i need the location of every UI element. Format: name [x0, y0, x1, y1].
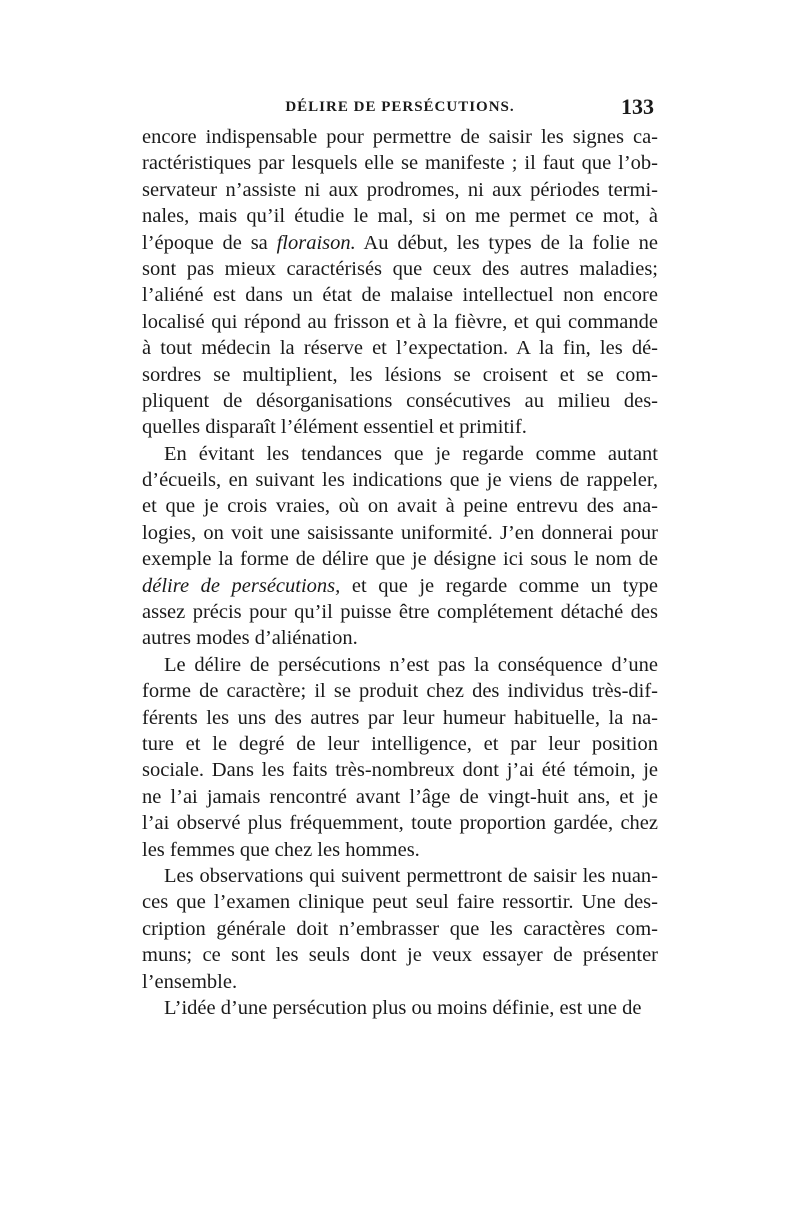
text-line — [142, 625, 658, 651]
text-segment: muns; ce sont les seuls dont je veux essayer de présenter — [142, 944, 658, 967]
text-line — [142, 546, 658, 572]
text-line — [142, 177, 658, 203]
text-segment: localisé qui répond au frisson et à la fièvre, et qui commande — [142, 310, 658, 333]
text-line — [142, 414, 658, 440]
text-segment: quelles disparaît l’élément essentiel et primitif. — [142, 416, 527, 439]
text-line — [142, 705, 658, 731]
text-segment: les femmes que chez les hommes. — [142, 838, 420, 861]
text-line — [142, 995, 658, 1021]
paragraph — [142, 124, 658, 441]
text-segment: Au début, les types de la folie ne — [355, 231, 658, 254]
italic-text: floraison. — [276, 231, 356, 254]
text-segment: et que je crois vraies, où on avait à peine entrevu des ana- — [142, 495, 658, 518]
text-segment: cription générale doit n’embrasser que les caractères com- — [142, 917, 658, 940]
paragraph — [142, 652, 658, 863]
text-line — [142, 757, 658, 783]
italic-text: délire de persécutions, — [142, 574, 341, 597]
text-line — [142, 388, 658, 414]
text-segment: l’ai observé plus fréquemment, toute proportion gardée, chez — [142, 812, 658, 835]
text-line — [142, 203, 658, 229]
text-line — [142, 282, 658, 308]
text-segment: sont pas mieux caractérisés que ceux des autres maladies; — [142, 257, 658, 280]
text-segment: En évitant les tendances que je regarde comme autant — [164, 442, 658, 465]
text-line — [142, 124, 658, 150]
text-segment: servateur n’assiste ni aux prodromes, ni aux périodes termi- — [142, 178, 658, 201]
text-segment: l’ensemble. — [142, 970, 238, 993]
text-segment: l’époque de sa — [142, 231, 277, 254]
running-title: DÉLIRE DE PERSÉCUTIONS. — [285, 99, 515, 115]
text-line — [142, 889, 658, 915]
text-line — [142, 493, 658, 519]
text-line — [142, 731, 658, 757]
text-line — [142, 335, 658, 361]
text-segment: exemple la forme de délire que je désigne ici sous le nom de — [142, 548, 658, 571]
page-number: 133 — [621, 94, 654, 119]
text-segment: pliquent de désorganisations consécutives au milieu des- — [142, 389, 658, 412]
text-segment: autres modes d’aliénation. — [142, 627, 358, 650]
text-line — [142, 309, 658, 335]
body-text — [142, 124, 658, 1021]
running-head — [142, 92, 658, 122]
text-line — [142, 256, 658, 282]
text-segment: ractéristiques par lesquels elle se manifeste ; il faut que l’ob- — [142, 152, 658, 175]
text-segment: à tout médecin la réserve et l’expectation. A la fin, les dé- — [142, 337, 658, 360]
text-line — [142, 573, 658, 599]
text-line — [142, 969, 658, 995]
text-line — [142, 441, 658, 467]
text-segment: d’écueils, en suivant les indications que je viens de rappeler, — [142, 469, 658, 492]
text-line — [142, 810, 658, 836]
text-segment: ture et le degré de leur intelligence, et par leur position — [142, 732, 658, 755]
text-line — [142, 837, 658, 863]
text-segment: sociale. Dans les faits très-nombreux dont j’ai été témoin, je — [142, 759, 658, 782]
text-line — [142, 784, 658, 810]
text-segment: Le délire de persécutions n’est pas la conséquence d’une — [164, 653, 658, 676]
text-segment: férents les uns des autres par leur humeur habituelle, la na- — [142, 706, 658, 729]
text-line — [142, 678, 658, 704]
text-segment: et que je regarde comme un type — [340, 574, 658, 597]
text-line — [142, 916, 658, 942]
text-line — [142, 652, 658, 678]
text-segment: l’aliéné est dans un état de malaise intellectuel non encore — [142, 284, 658, 307]
paragraph — [142, 863, 658, 995]
text-line — [142, 520, 658, 546]
text-segment: encore indispensable pour permettre de saisir les signes ca- — [142, 126, 658, 148]
text-line — [142, 942, 658, 968]
text-segment: assez précis pour qu’il puisse être complétement détaché des — [142, 601, 658, 624]
text-line — [142, 599, 658, 625]
text-line — [142, 467, 658, 493]
text-segment: sordres se multiplient, les lésions se croisent et se com- — [142, 363, 658, 386]
text-segment: L’idée d’une persécution plus ou moins définie, est une de — [164, 996, 642, 1019]
text-line — [142, 150, 658, 176]
text-line — [142, 230, 658, 256]
text-segment: logies, on voit une saisissante uniformité. J’en donnerai pour — [142, 521, 658, 544]
text-segment: ces que l’examen clinique peut seul faire ressortir. Une des- — [142, 891, 658, 914]
text-segment: Les observations qui suivent permettront de saisir les nuan- — [164, 864, 658, 887]
paragraph — [142, 441, 658, 652]
text-segment: forme de caractère; il se produit chez des individus très-dif- — [142, 680, 658, 703]
text-segment: nales, mais qu’il étudie le mal, si on me permet ce mot, à — [142, 205, 658, 228]
paragraph — [142, 995, 658, 1021]
text-line — [142, 362, 658, 388]
text-line — [142, 863, 658, 889]
text-segment: ne l’ai jamais rencontré avant l’âge de vingt-huit ans, et je — [142, 785, 658, 808]
